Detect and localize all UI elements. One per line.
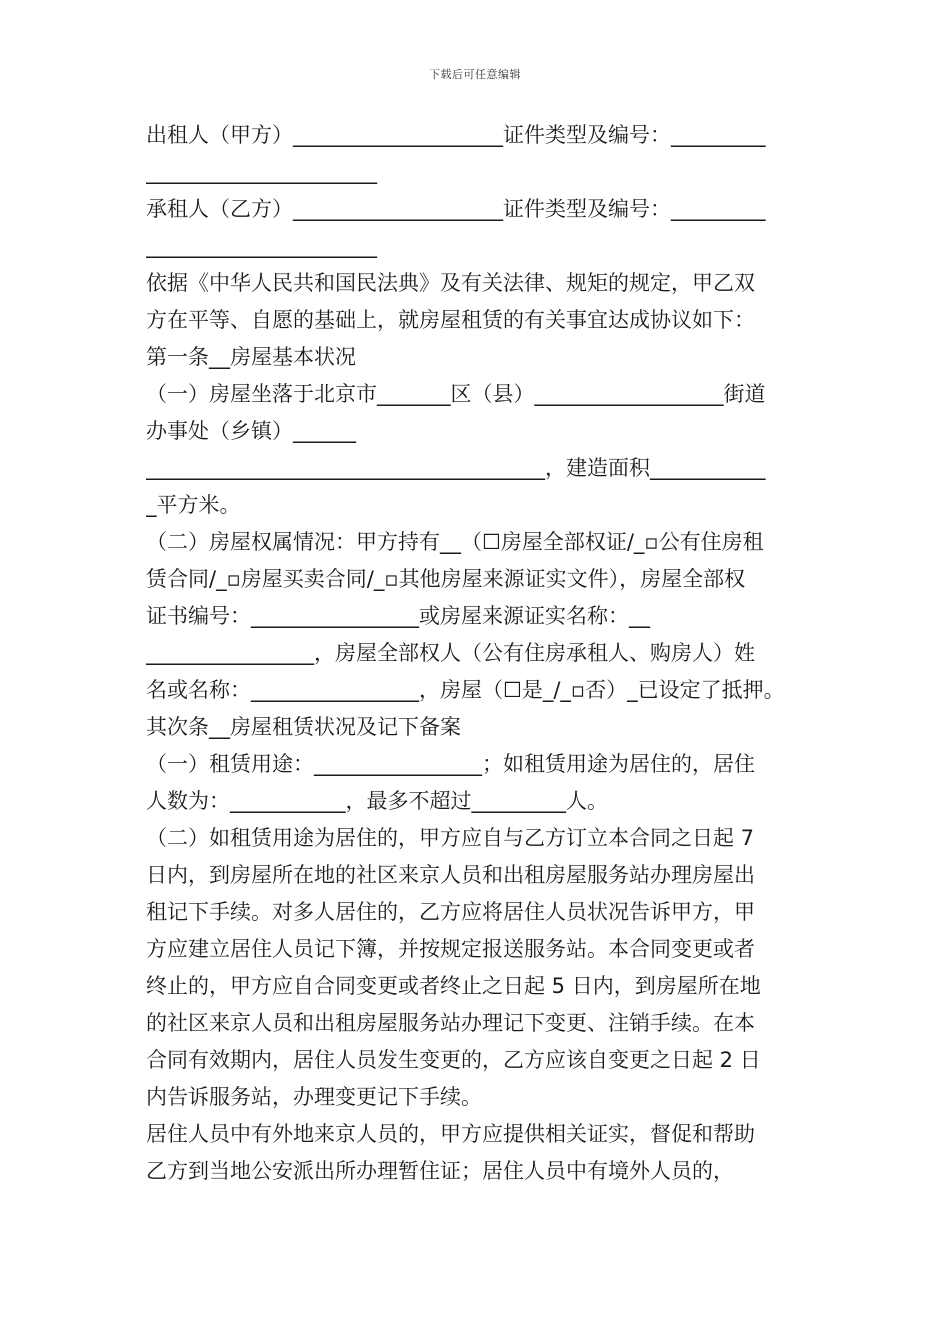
text-line: （一）房屋坐落于北京市_______区（县）__________________街道 — [146, 382, 766, 406]
text-line: 方应建立居住人员记下簿，并按规定报送服务站。本合同变更或者 — [146, 937, 755, 961]
text-line: 方在平等、自愿的基础上，就房屋租赁的有关事宜达成协议如下： — [146, 308, 755, 332]
text-line: 证书编号：________________或房屋来源证实名称：__ — [146, 604, 650, 628]
text-line: （二）房屋权属情况：甲方持有__（☐房屋全部权证/_▫公有住房租 — [146, 530, 764, 554]
text-line: 乙方到当地公安派出所办理暂住证；居住人员中有境外人员的， — [146, 1159, 734, 1183]
page-header-watermark: 下载后可任意编辑 — [429, 68, 521, 81]
text-line: 内告诉服务站，办理变更记下手续。 — [146, 1085, 482, 1109]
text-line: 的社区来京人员和出租房屋服务站办理记下变更、注销手续。在本 — [146, 1011, 755, 1035]
text-line: 依据《中华人民共和国民法典》及有关法律、规矩的规定，甲乙双 — [146, 271, 755, 295]
text-line: ________________，房屋全部权人（公有住房承租人、购房人）姓 — [146, 641, 755, 665]
section-heading: 第一条__房屋基本状况 — [146, 345, 356, 369]
text-line: 名或名称：________________，房屋（☐是_/_▫否）_已设定了抵押。 — [146, 678, 785, 702]
contract-body — [146, 117, 810, 1190]
text-line: 居住人员中有外地来京人员的，甲方应提供相关证实，督促和帮助 — [146, 1122, 755, 1146]
text-line: 日内，到房屋所在地的社区来京人员和出租房屋服务站办理房屋出 — [146, 863, 755, 887]
text-line: _平方米。 — [146, 493, 241, 517]
text-line: 出租人（甲方）____________________证件类型及编号：_________ — [146, 123, 766, 147]
text-line: 赁合同/_▫房屋买卖合同/_▫其他房屋来源证实文件），房屋全部权 — [146, 567, 746, 591]
text-line: ______________________ — [146, 234, 377, 258]
text-line: （一）租赁用途：________________；如租赁用途为居住的，居住 — [146, 752, 755, 776]
text-line: 人数为：___________，最多不超过_________人。 — [146, 789, 608, 813]
text-line: ______________________________________，建造面积___________ — [146, 456, 766, 480]
text-line: ______________________ — [146, 160, 377, 184]
text-line: 办事处（乡镇）______ — [146, 419, 356, 443]
text-line: 合同有效期内，居住人员发生变更的，乙方应该自变更之日起 2 日 — [146, 1048, 761, 1072]
section-heading: 其次条__房屋租赁状况及记下备案 — [146, 715, 461, 739]
text-line: （二）如租赁用途为居住的，甲方应自与乙方订立本合同之日起 7 — [146, 826, 755, 850]
text-line: 租记下手续。对多人居住的，乙方应将居住人员状况告诉甲方，甲 — [146, 900, 755, 924]
text-line: 终止的，甲方应自合同变更或者终止之日起 5 日内，到房屋所在地 — [146, 974, 761, 998]
text-line: 承租人（乙方）____________________证件类型及编号：_________ — [146, 197, 766, 221]
